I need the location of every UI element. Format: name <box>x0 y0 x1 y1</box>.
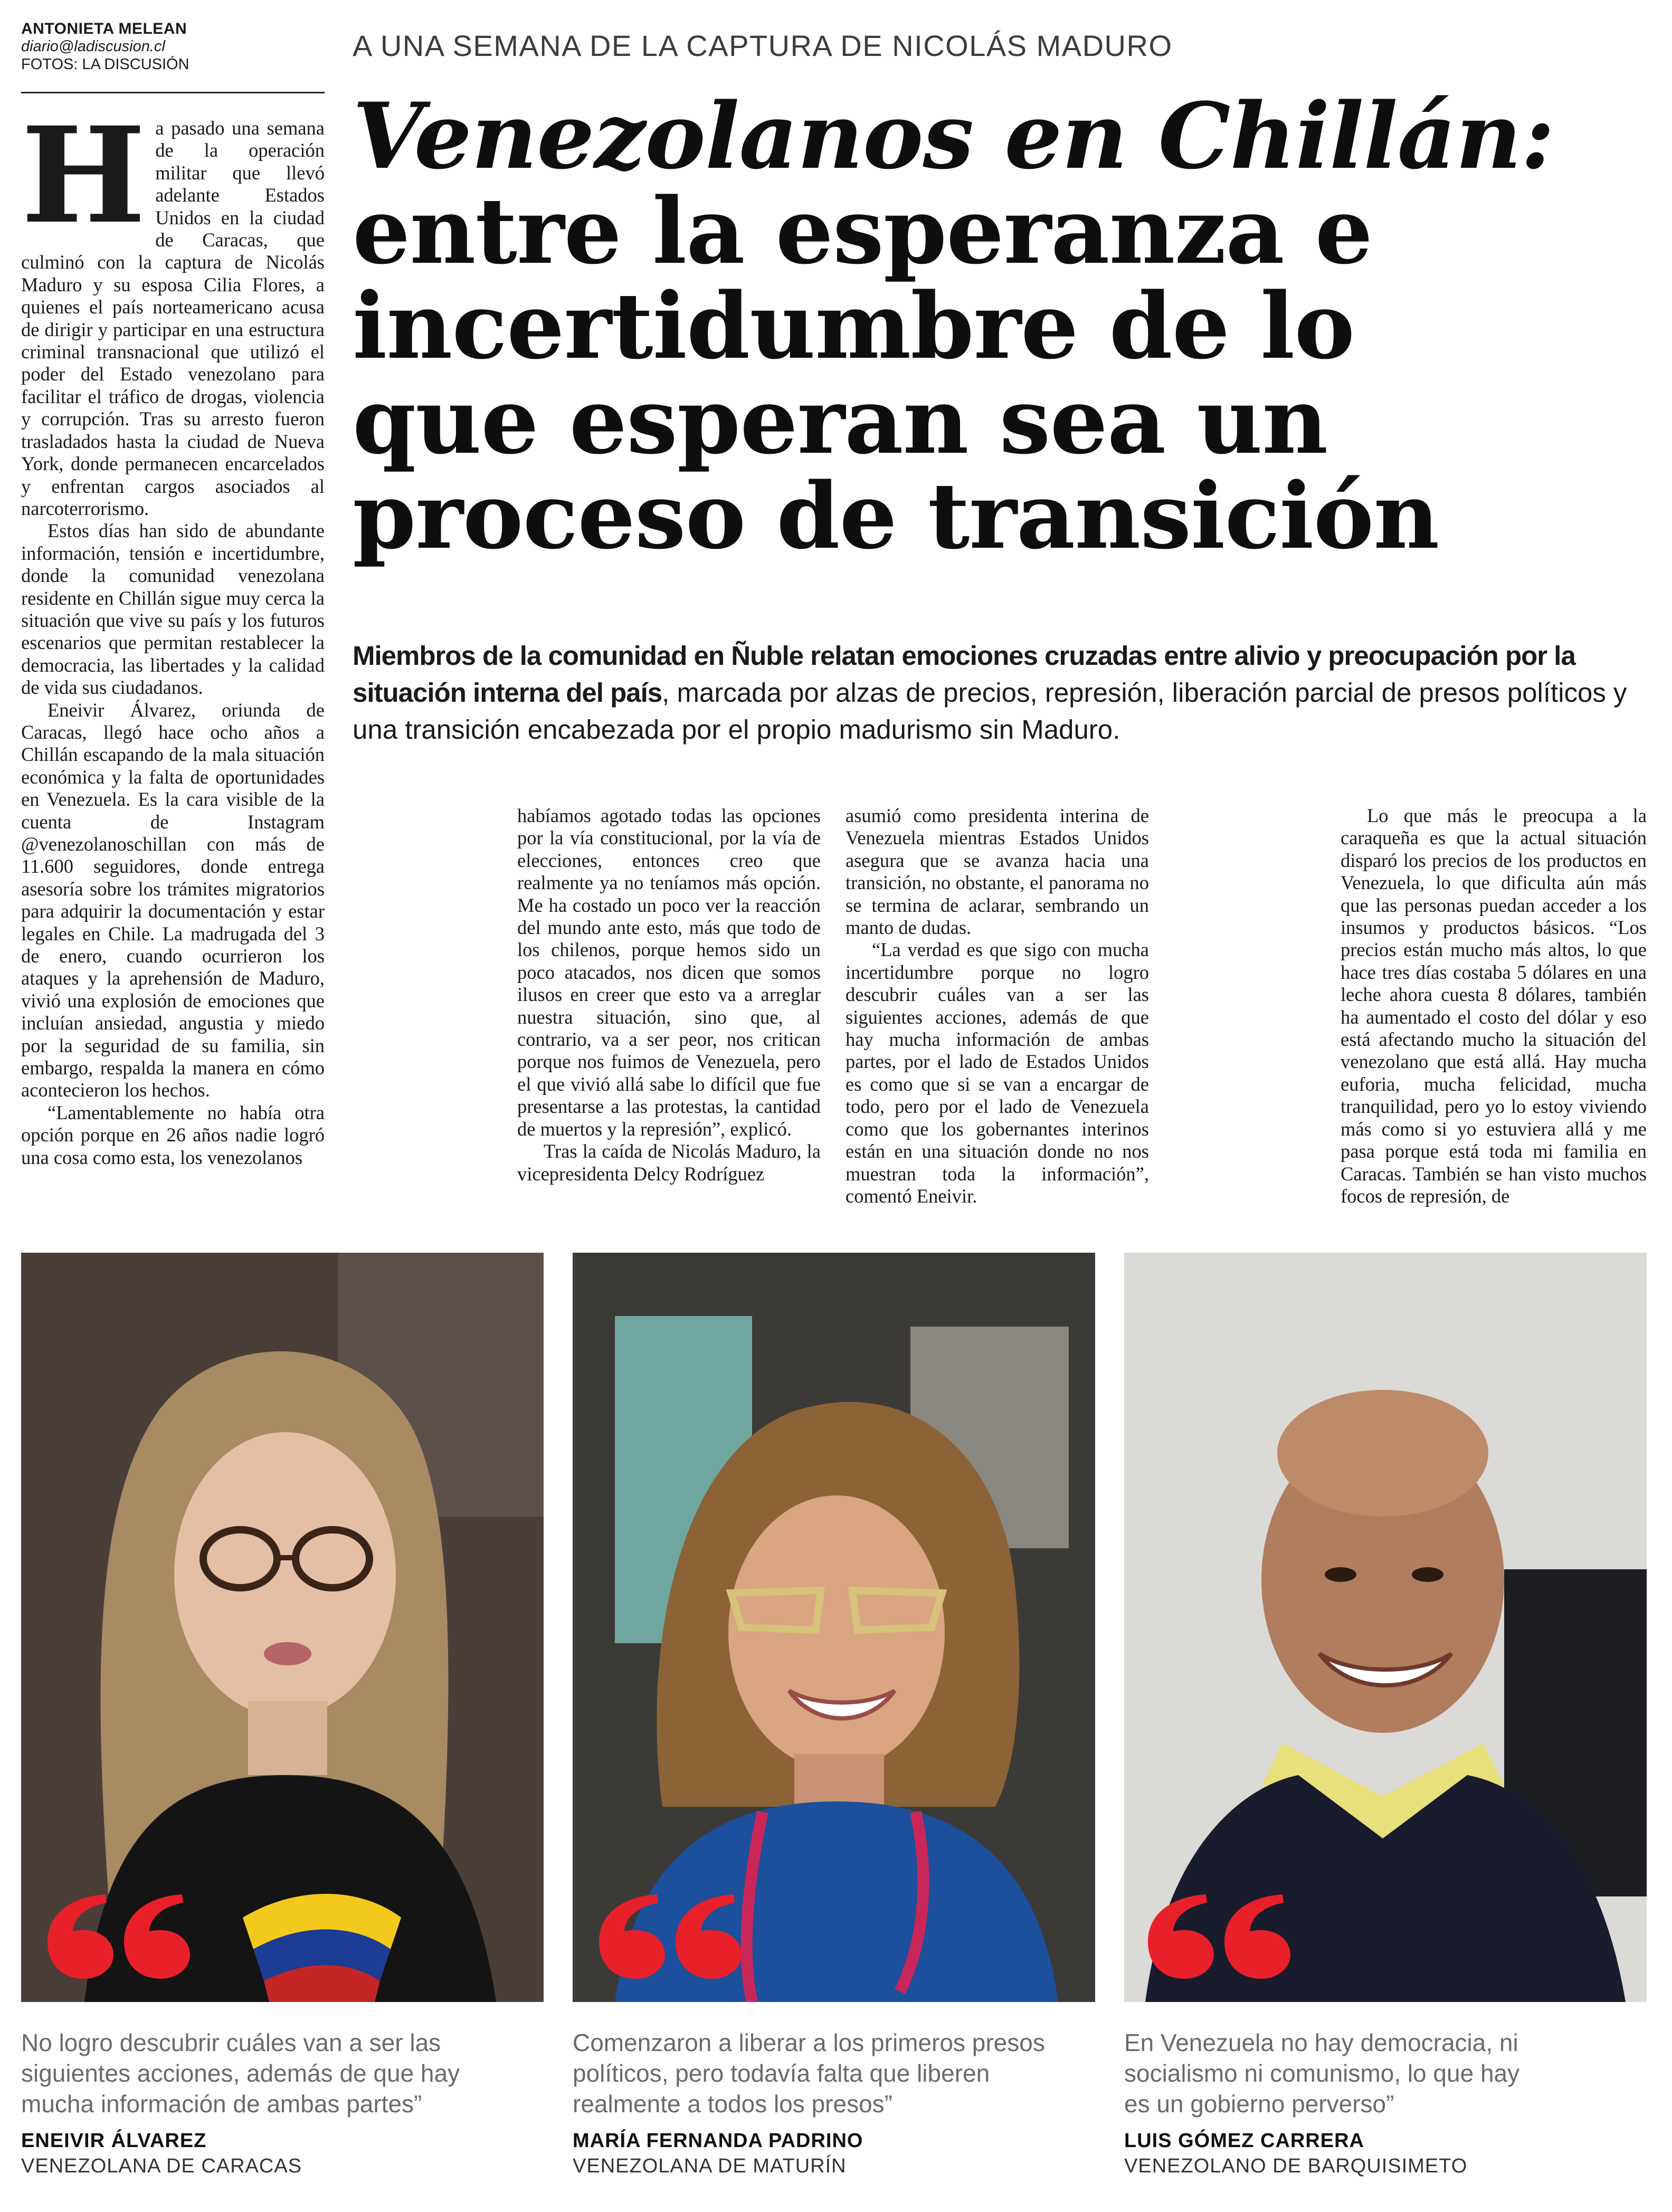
author-name: ANTONIETA MELEAN <box>21 20 187 37</box>
photo-credit: FOTOS: LA DISCUSIÓN <box>21 56 189 73</box>
photo-eneivir <box>21 1253 544 2002</box>
quote-mark-icon <box>599 1894 742 1981</box>
quote-role-1: VENEZOLANA DE CARACAS <box>21 2155 302 2177</box>
kicker: A UNA SEMANA DE LA CAPTURA DE NICOLÁS MADURO <box>353 29 1173 62</box>
deck-regular: , marcada por alzas de precios, represión, liberación parcial de presos políticos y una transición encabezada por el propio madurismo sin Maduro. <box>353 678 1627 745</box>
headline-line-1: Venezolanos en Chillán: <box>353 82 1554 189</box>
headline-line-2: entre la esperanza e <box>353 177 1373 284</box>
headline <box>353 82 1656 569</box>
paragraph: Eneivir Álvarez, oriunda de Caracas, llegó hace ocho años a Chillán escapando de la mala situación económica y la falta de oportunidades en Venezuela. Es la cara visible de la cuenta de Instagram @venezolanoschillan con más de 11.600 seguidores, donde entrega asesoría sobre los trámites migratorios para adquirir la documentación y estar legales en Chile. La madrugada del 3 de enero, cuando ocurrieron los ataques y la aprehensión de Maduro, vivió una explosión de emociones que incluían ansiedad, angustia y miedo por la seguridad de su familia, sin embargo, respalda la manera en cómo acontecieron los hechos. <box>21 699 325 1101</box>
body-column-2 <box>517 805 821 1185</box>
paragraph: habíamos agotado todas las opciones por la vía constitucional, por la vía de elecciones, entonces creo que realmente ya no teníamos más opción. Me ha costado un poco ver la reacción del mundo ante esto, más que todo de los chilenos, porque hemos sido un poco atacados, nos dicen que somos ilusos en creer que esto va a arreglar nuestra situación, sino que, al contrario, va a ser peor, nos critican porque nos fuimos de Venezuela, pero el que vivió allá sabe lo difícil que fue presentarse a las protestas, la cantidad de muertos y la represión”, explicó. <box>517 805 821 1140</box>
dropcap: H <box>21 98 146 253</box>
quote-mark-icon <box>1148 1894 1290 1981</box>
pull-quote-1: No logro descubrir cuáles van a ser las siguientes acciones, además de que hay mucha información de ambas partes” <box>21 2029 460 2118</box>
pull-quote-2: Comenzaron a liberar a los primeros presos políticos, pero todavía falta que liberen realmente a todos los presos” <box>573 2029 1045 2118</box>
quote-mark-icon <box>48 1894 190 1981</box>
quote-role-2: VENEZOLANA DE MATURÍN <box>573 2155 847 2177</box>
paragraph: a pasado una semana de la operación militar que llevó adelante Estados Unidos en la ciudad de Caracas, que culminó con la captura de Nicolás Maduro y su esposa Cilia Flores, a quienes el país norteamericano acusa de dirigir y participar en una estructura criminal transnacional que utilizó el poder del Estado venezolano para facilitar el tráfico de drogas, violencia y corrupción. Tras su arresto fueron trasladados hasta la ciudad de Nueva York, donde permanecen encarcelados y enfrentan cargos asociados al narcoterrorismo. <box>21 117 325 519</box>
author-email: diario@ladiscusion.cl <box>21 38 165 55</box>
deck-bold: Miembros de la comunidad en Ñuble relatan emociones cruzadas entre alivio y preocupación por la situación interna del país <box>353 641 1575 708</box>
deck <box>353 637 1640 748</box>
paragraph: Lo que más le preocupa a la caraqueña es que la actual situación disparó los precios de los productos en Venezuela, lo que dificulta aún más que las personas puedan acceder a los insumos y productos básicos. “Los precios están mucho más altos, lo que hace tres días costaba 5 dólares en una leche ahora cuesta 8 dólares, también ha aumentado el costo del dólar y eso está afectando mucho la situación del venezolano que está allá. Hay mucha euforia, mucha felicidad, mucha tranquilidad, pero yo lo estoy viviendo más como si yo estuviera allá y me pasa porque está toda mi familia en Caracas. También se han visto muchos focos de represión, de <box>1341 805 1647 1207</box>
photo-maria-fernanda <box>573 1253 1095 2002</box>
body-column-3 <box>846 805 1149 1207</box>
quote-role-3: VENEZOLANO DE BARQUISIMETO <box>1124 2155 1468 2177</box>
headline-line-3: incertidumbre de lo <box>353 272 1355 379</box>
headline-line-5: proceso de transición <box>353 462 1439 569</box>
body-column-1 <box>21 98 325 1169</box>
quote-author-2: MARÍA FERNANDA PADRINO <box>573 2130 863 2152</box>
quote-author-1: ENEIVIR ÁLVAREZ <box>21 2130 207 2152</box>
photo-luis-gomez <box>1124 1253 1647 2002</box>
paragraph: Estos días han sido de abundante información, tensión e incertidumbre, donde la comunidad venezolana residente en Chillán sigue muy cerca la situación que vive su país y los futuros escenarios que permitan restablecer la democracia, las libertades y la calidad de vida sus ciudadanos. <box>21 520 325 699</box>
quote-author-3: LUIS GÓMEZ CARRERA <box>1124 2130 1364 2152</box>
byline-divider <box>21 92 325 93</box>
body-column-4 <box>1341 805 1647 1207</box>
pull-quote-3: En Venezuela no hay democracia, ni socialismo ni comunismo, lo que hay es un gobierno perverso” <box>1124 2029 1520 2118</box>
paragraph: “Lamentablemente no había otra opción porque en 26 años nadie logró una cosa como esta, los venezolanos <box>21 1101 325 1168</box>
paragraph: “La verdad es que sigo con mucha incertidumbre porque no logro descubrir cuáles van a ser las siguientes acciones, además de que hay mucha información de ambas partes, por el lado de Estados Unidos es como que si se van a encargar de todo, pero por el lado de Venezuela como que los gobernantes interinos están en una situación donde no nos muestran toda la información”, comentó Eneivir. <box>846 939 1149 1207</box>
paragraph: Tras la caída de Nicolás Maduro, la vicepresidenta Delcy Rodríguez <box>517 1140 821 1185</box>
paragraph: asumió como presidenta interina de Venezuela mientras Estados Unidos asegura que se avanza hacia una transición, no obstante, el panorama no se termina de aclarar, sembrando un manto de dudas. <box>846 805 1149 939</box>
headline-line-4: que esperan sea un <box>353 367 1328 474</box>
